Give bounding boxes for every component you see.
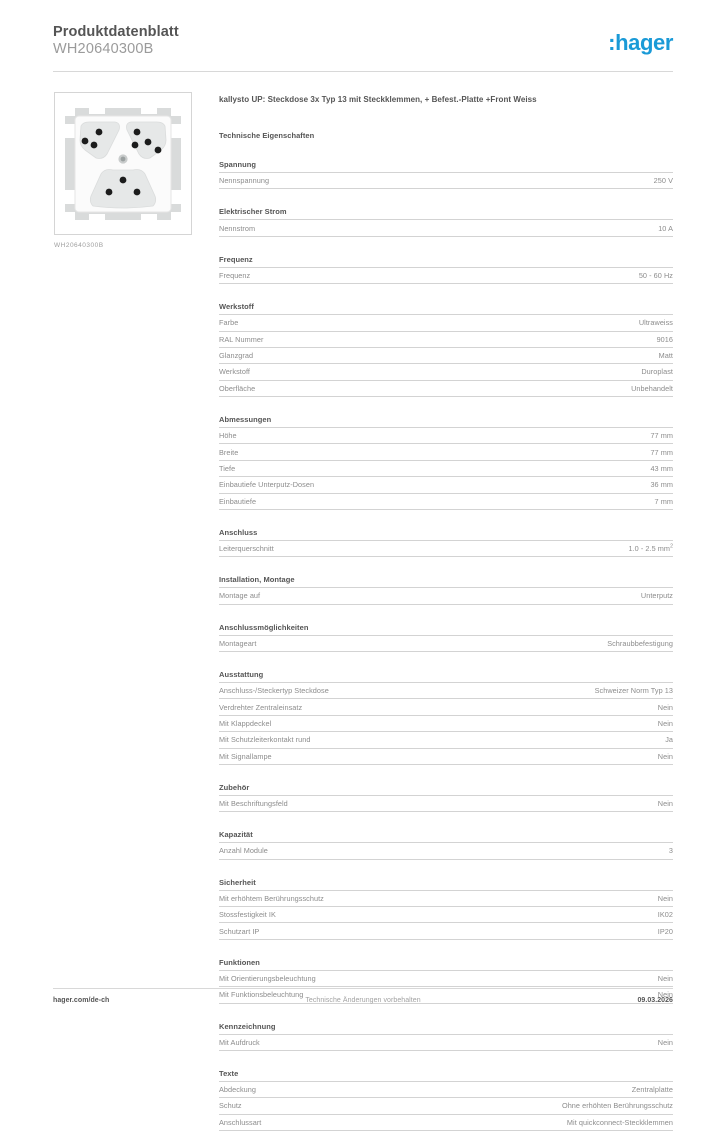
spec-value: Ja [665,735,673,745]
spec-value: 50 - 60 Hz [638,270,673,280]
spec-label: Einbautiefe Unterputz-Dosen [219,480,315,490]
spec-group [219,415,673,510]
spec-label: Schutz [219,1101,242,1111]
spec-value: 43 mm [650,463,673,473]
spec-group [219,255,673,284]
spec-group [219,160,673,189]
spec-group [219,1069,673,1131]
spec-row [219,364,673,380]
spec-groups-container [219,160,673,1131]
spec-row [219,315,673,331]
spec-value: Unterputz [640,591,673,601]
spec-row [219,444,673,460]
spec-value: Nein [657,973,673,983]
spec-value: Ohne erhöhten Berührungsschutz [561,1101,673,1111]
spec-group-title: Anschluss [219,528,673,541]
spec-group-title: Texte [219,1069,673,1082]
spec-group-title: Frequenz [219,255,673,268]
spec-value: Nein [657,799,673,809]
spec-label: Oberfläche [219,383,256,393]
spec-value: Nein [657,893,673,903]
hager-logo: :hager [608,30,673,55]
spec-label: Leiterquerschnitt [219,544,274,554]
page-header [53,24,673,72]
spec-value: Nein [657,702,673,712]
spec-value: Ultraweiss [638,318,673,328]
spec-label: Montage auf [219,591,261,601]
spec-label: Abdeckung [219,1085,256,1095]
spec-label: Anzahl Module [219,846,268,856]
spec-group [219,670,673,765]
spec-value: Nein [657,990,673,1000]
product-image-caption: WH20640300B [54,242,104,249]
product-image-frame [54,92,192,235]
spec-value: 3 [668,846,673,856]
spec-value: Matt [658,351,673,361]
spec-value: 77 mm [650,431,673,441]
footer-divider [53,988,673,989]
spec-row [219,173,673,189]
hager-logo-text: hager [615,30,673,55]
spec-group [219,830,673,859]
specifications-content [219,94,673,1131]
spec-label: Nennspannung [219,176,270,186]
article-number: WH20640300B [53,41,154,57]
spec-group-title: Elektrischer Strom [219,207,673,220]
header-divider [53,71,673,72]
spec-value: Mit quickconnect-Steckklemmen [566,1117,673,1127]
spec-value [619,544,674,553]
spec-label: Einbautiefe [219,496,257,506]
spec-row [219,843,673,859]
spec-value: IP20 [657,926,673,936]
spec-value: Zentralplatte [631,1085,673,1095]
spec-row [219,220,673,236]
spec-row [219,716,673,732]
spec-row [219,588,673,604]
spec-label: Mit Beschriftungsfeld [219,799,288,809]
spec-group [219,623,673,652]
spec-row [219,477,673,493]
spec-row [219,428,673,444]
footer-website-link[interactable]: hager.com/de-ch [53,997,110,1004]
spec-label: Mit Signallampe [219,751,272,761]
spec-group [219,783,673,812]
spec-label: Montageart [219,638,257,648]
spec-group-title: Spannung [219,160,673,173]
page-footer [53,997,673,1011]
spec-group-title: Anschlussmöglichkeiten [219,623,673,636]
footer-date: 09.03.2026 [637,997,673,1004]
spec-value: 250 V [653,176,673,186]
spec-row [219,891,673,907]
spec-label: Schutzart IP [219,926,260,936]
spec-row [219,971,673,987]
spec-value-text: 1.0 - 2.5 mm [628,544,671,554]
spec-label: Tiefe [219,463,236,473]
spec-group-title: Sicherheit [219,878,673,891]
spec-row [219,541,673,557]
spec-value: Schweizer Norm Typ 13 [594,686,673,696]
spec-value: IK02 [657,910,673,920]
spec-label: Werkstoff [219,367,250,377]
spec-group-title: Kennzeichnung [219,1022,673,1035]
footer-disclaimer: Technische Änderungen vorbehalten [305,997,421,1004]
spec-group-title: Kapazität [219,830,673,843]
spec-label: Nennstrom [219,223,256,233]
spec-value-exponent: 2 [670,543,673,550]
spec-group-title: Zubehör [219,783,673,796]
spec-group [219,528,673,557]
spec-group [219,1022,673,1051]
spec-group [219,302,673,397]
spec-row [219,1115,673,1131]
spec-group-title: Installation, Montage [219,575,673,588]
product-figure [54,92,194,249]
spec-value: 10 A [658,223,673,233]
spec-row [219,907,673,923]
spec-value: Nein [657,718,673,728]
spec-label: Stossfestigkeit IK [219,910,276,920]
spec-row [219,1098,673,1114]
spec-value: Nein [657,1037,673,1047]
spec-row [219,381,673,397]
spec-label: Mit Orientierungsbeleuchtung [219,973,316,983]
spec-value: Duroplast [641,367,673,377]
page-title: Produktdatenblatt [53,24,179,40]
spec-label: Anschluss-/Steckertyp Steckdose [219,686,329,696]
socket-outlet-icon [63,102,183,226]
spec-group [219,878,673,940]
spec-label: Mit Schutzleiterkontakt rund [219,735,311,745]
spec-label: Mit Funktionsbeleuchtung [219,990,304,1000]
spec-label: Mit erhöhtem Berührungsschutz [219,893,324,903]
spec-row [219,461,673,477]
product-name: kallysto UP: Steckdose 3x Typ 13 mit Steckklemmen, + Befest.-Platte +Front Weiss [219,95,537,104]
spec-label: Breite [219,447,239,457]
spec-label: Höhe [219,431,237,441]
spec-label: Mit Aufdruck [219,1037,260,1047]
spec-row [219,332,673,348]
spec-value: Unbehandelt [631,383,673,393]
spec-row [219,699,673,715]
spec-value: 77 mm [650,447,673,457]
spec-label: RAL Nummer [219,334,264,344]
spec-value: Nein [657,751,673,761]
spec-label: Mit Klappdeckel [219,718,272,728]
spec-group-title: Ausstattung [219,670,673,683]
spec-row [219,1082,673,1098]
spec-label: Verdrehter Zentraleinsatz [219,702,303,712]
spec-row [219,1035,673,1051]
spec-group-title: Funktionen [219,958,673,971]
spec-value: 7 mm [654,496,673,506]
spec-group-title: Abmessungen [219,415,673,428]
spec-value: Schraubbefestigung [607,638,673,648]
spec-group [219,575,673,604]
spec-label: Glanzgrad [219,351,254,361]
spec-row [219,749,673,765]
spec-value: 36 mm [650,480,673,490]
spec-row [219,348,673,364]
spec-row [219,683,673,699]
spec-row [219,732,673,748]
spec-value: 9016 [656,334,673,344]
spec-label: Farbe [219,318,239,328]
spec-row [219,494,673,510]
spec-label: Frequenz [219,270,251,280]
spec-row [219,636,673,652]
spec-row [219,268,673,284]
spec-group-title: Werkstoff [219,302,673,315]
spec-row [219,796,673,812]
spec-row [219,923,673,939]
spec-label: Anschlussart [219,1117,262,1127]
spec-group [219,207,673,236]
technical-properties-heading: Technische Eigenschaften [219,131,315,140]
